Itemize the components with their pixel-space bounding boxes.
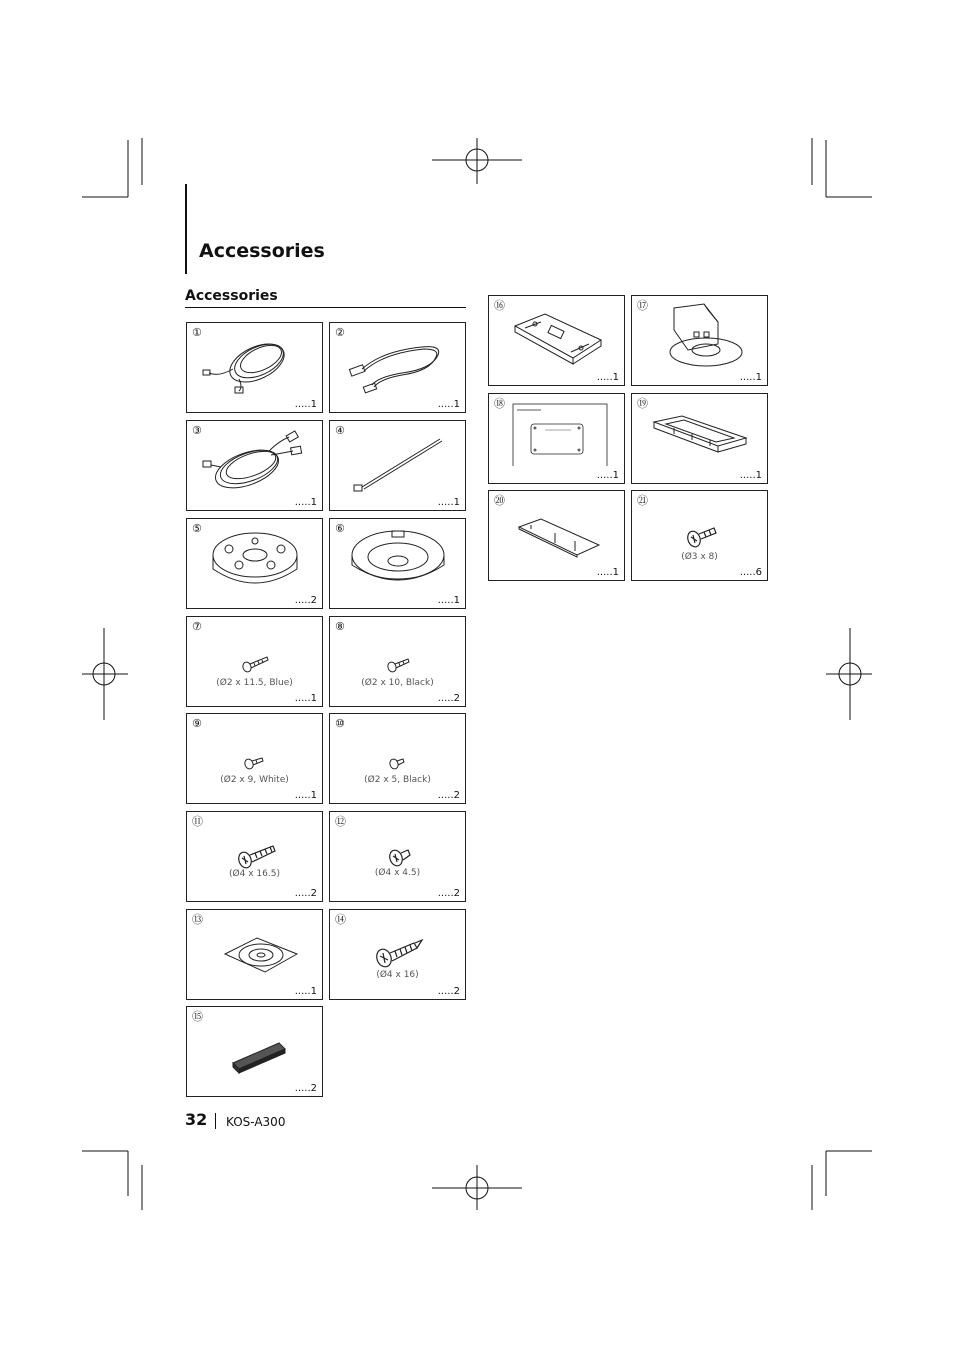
accessory-item-9 xyxy=(186,713,323,804)
display-template-icon xyxy=(501,400,613,466)
accessory-item-17 xyxy=(631,295,768,386)
item-spec: (Ø3 x 8) xyxy=(681,552,718,562)
accessory-item-14 xyxy=(329,909,466,1000)
accessory-item-13 xyxy=(186,909,323,1000)
item-spec: (Ø4 x 4.5) xyxy=(374,868,421,878)
item-quantity: .....2 xyxy=(294,595,317,606)
item-number: ⑧ xyxy=(335,620,345,633)
page-number: 32 xyxy=(185,1110,208,1129)
item-quantity: .....1 xyxy=(294,399,317,410)
item-number: ② xyxy=(335,326,345,339)
item-quantity: .....1 xyxy=(437,595,460,606)
section-divider xyxy=(185,307,466,308)
item-quantity: .....1 xyxy=(596,372,619,383)
item-quantity: .....1 xyxy=(437,399,460,410)
item-quantity: .....2 xyxy=(294,1083,317,1094)
rca-audio-cable-icon xyxy=(199,427,311,493)
page-title: Accessories xyxy=(199,240,325,262)
item-quantity: .....1 xyxy=(437,497,460,508)
item-number: ⑦ xyxy=(192,620,202,633)
cable-coil-plug-icon xyxy=(199,329,311,395)
item-number: ③ xyxy=(192,424,202,437)
footer-divider xyxy=(215,1113,216,1129)
accessory-item-5 xyxy=(186,518,323,609)
item-quantity: .....1 xyxy=(294,693,317,704)
accessory-item-16 xyxy=(488,295,625,386)
item-number: ① xyxy=(192,326,202,339)
velcro-tape-icon xyxy=(199,1013,311,1079)
model-name: KOS-A300 xyxy=(226,1115,286,1129)
accessory-item-12 xyxy=(329,811,466,902)
title-rule xyxy=(185,184,187,274)
item-number: ⑰ xyxy=(637,299,648,312)
item-spec: (Ø4 x 16.5) xyxy=(229,869,280,879)
item-quantity: .....6 xyxy=(739,567,762,578)
item-quantity: .....2 xyxy=(437,986,460,997)
accessory-item-3 xyxy=(186,420,323,511)
item-number: ⑥ xyxy=(335,522,345,535)
adhesive-pad-icon xyxy=(199,916,311,982)
accessory-item-6 xyxy=(329,518,466,609)
item-number: ⑫ xyxy=(335,815,346,828)
accessory-item-15 xyxy=(186,1006,323,1097)
item-quantity: .....1 xyxy=(294,986,317,997)
accessory-item-4 xyxy=(329,420,466,511)
item-quantity: .....1 xyxy=(739,470,762,481)
item-spec: (Ø2 x 11.5, Blue) xyxy=(216,678,293,688)
item-quantity: .....2 xyxy=(437,693,460,704)
accessory-item-1 xyxy=(186,322,323,413)
mounting-base-icon xyxy=(342,525,454,591)
item-number: ⑮ xyxy=(192,1010,203,1023)
item-quantity: .....1 xyxy=(294,497,317,508)
accessory-item-21 xyxy=(631,490,768,581)
item-spec: (Ø2 x 9, White) xyxy=(220,775,289,785)
item-number: ⑪ xyxy=(192,815,203,828)
accessory-item-2 xyxy=(329,322,466,413)
item-number: ⑯ xyxy=(494,299,505,312)
item-spec: (Ø2 x 10, Black) xyxy=(361,678,434,688)
item-number: ⑤ xyxy=(192,522,202,535)
item-number: ㉑ xyxy=(637,494,648,507)
item-quantity: .....2 xyxy=(437,790,460,801)
item-quantity: .....1 xyxy=(596,567,619,578)
accessory-item-19 xyxy=(631,393,768,484)
accessory-item-20 xyxy=(488,490,625,581)
item-number: ⑳ xyxy=(494,494,505,507)
accessory-item-11 xyxy=(186,811,323,902)
item-number: ⑱ xyxy=(494,397,505,410)
item-spec: (Ø2 x 5, Black) xyxy=(364,775,431,785)
accessory-item-8 xyxy=(329,616,466,707)
accessory-item-10 xyxy=(329,713,466,804)
trim-bezel-icon xyxy=(644,400,756,466)
accessory-item-18 xyxy=(488,393,625,484)
usb-extension-cable-icon xyxy=(342,329,454,395)
display-stand-icon xyxy=(644,302,756,368)
item-number: ⑲ xyxy=(637,397,648,410)
item-quantity: .....2 xyxy=(294,888,317,899)
item-number: ⑭ xyxy=(335,913,346,926)
item-number: ④ xyxy=(335,424,345,437)
cable-tie-icon xyxy=(342,427,454,493)
mounting-ring-icon xyxy=(199,525,311,591)
item-number: ⑬ xyxy=(192,913,203,926)
flat-plate-icon xyxy=(501,497,613,563)
section-title: Accessories xyxy=(185,288,278,304)
item-quantity: .....1 xyxy=(294,790,317,801)
item-number: ⑩ xyxy=(335,717,345,730)
item-number: ⑨ xyxy=(192,717,202,730)
item-quantity: .....1 xyxy=(739,372,762,383)
accessory-item-7 xyxy=(186,616,323,707)
item-quantity: .....2 xyxy=(437,888,460,899)
item-quantity: .....1 xyxy=(596,470,619,481)
mounting-bracket-icon xyxy=(501,302,613,368)
item-spec: (Ø4 x 16) xyxy=(376,970,419,980)
